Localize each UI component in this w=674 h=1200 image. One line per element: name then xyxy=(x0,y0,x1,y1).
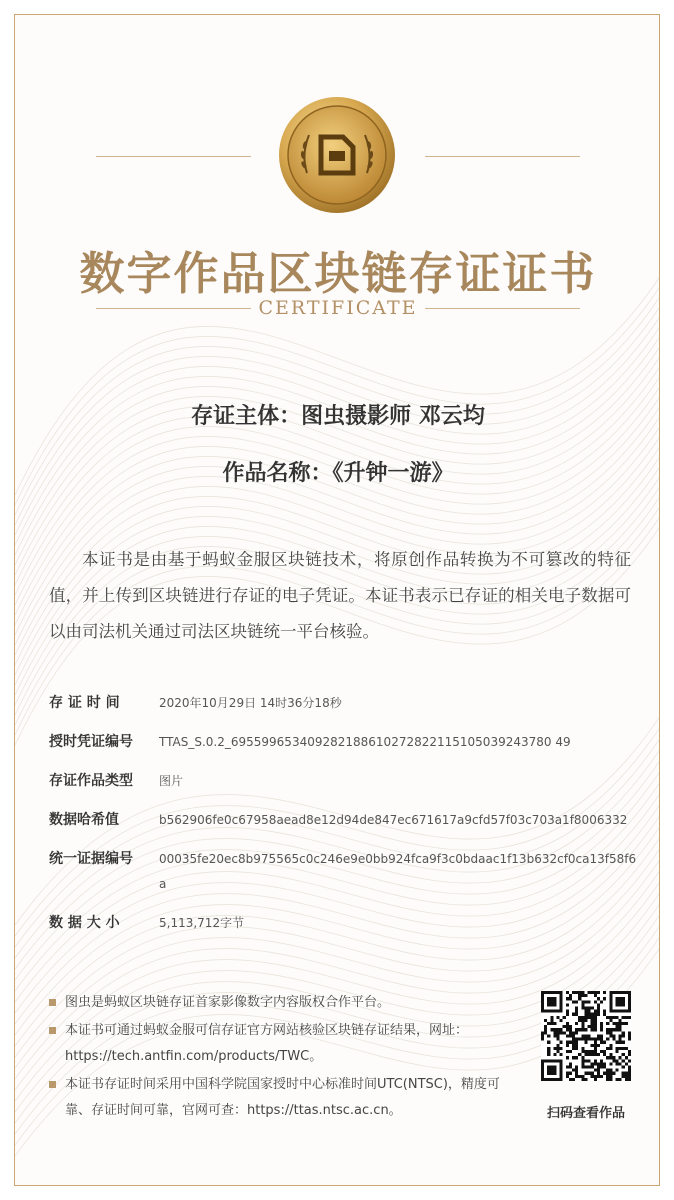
info-row-size xyxy=(49,911,639,936)
footer-notes xyxy=(49,990,509,1126)
gold-medal-logo-icon xyxy=(277,95,397,215)
certificate-description: 本证书是由基于蚂蚁金服区块链技术，将原创作品转换为不可篡改的特征值，并上传到区块链进行存证的电子凭证。本证书表示已存证的相关电子数据可以由司法机关通过司法区块链统一平台核验。 xyxy=(49,550,631,641)
note-text: 图虫是蚂蚁区块链存证首家影像数字内容版权合作平台。 xyxy=(65,995,391,1010)
info-value: 图片 xyxy=(159,774,184,788)
info-value: 2020年10月29日 14时36分18秒 xyxy=(159,696,342,710)
info-label: 授时凭证编号 xyxy=(49,734,133,750)
info-table xyxy=(49,691,639,950)
holder-line: 存证主体：图虫摄影师 邓云均 xyxy=(191,404,485,429)
work-name-line: 作品名称：《升钟一游》 xyxy=(222,461,454,486)
info-value: b562906fe0c67958aead8e12d94de847ec671617a9cfd57f03c703a1f8006332 xyxy=(159,813,628,827)
bullet-square-icon xyxy=(49,1027,56,1034)
bullet-square-icon xyxy=(49,999,56,1006)
note-text: 本证书存证时间采用中国科学院国家授时中心标准时间UTC(NTSC)，精度可靠、存证时间可靠，官网可查：https://ttas.ntsc.ac.cn。 xyxy=(65,1077,500,1118)
info-row-timestamp-id xyxy=(49,730,639,755)
info-label: 数 据 大 小 xyxy=(49,915,120,931)
note-item xyxy=(49,1072,509,1124)
info-row-hash xyxy=(49,808,639,833)
info-row-evidence-id xyxy=(49,847,639,897)
info-label: 统一证据编号 xyxy=(49,851,133,867)
certificate-frame xyxy=(14,14,660,1186)
info-value: 00035fe20ec8b975565c0c246e9e0bb924fca9f3c0bdaac1f13b632cf0ca13f58f6a xyxy=(159,852,637,891)
info-label: 存 证 时 间 xyxy=(49,695,120,711)
note-item xyxy=(49,1018,509,1070)
note-item xyxy=(49,990,509,1016)
info-label: 存证作品类型 xyxy=(49,773,133,789)
info-value: 5,113,712字节 xyxy=(159,916,245,930)
certificate-title: 数字作品区块链存证证书 xyxy=(79,247,597,300)
info-row-type xyxy=(49,769,639,794)
qr-code-icon[interactable] xyxy=(541,991,631,1081)
info-row-time xyxy=(49,691,639,716)
title-rule-top-left xyxy=(96,156,251,157)
info-label: 数据哈希值 xyxy=(49,812,119,828)
title-rule-top-right xyxy=(425,156,580,157)
certificate-subtitle: CERTIFICATE xyxy=(258,297,418,319)
bullet-square-icon xyxy=(49,1081,56,1088)
qr-label: 扫码查看作品 xyxy=(546,1106,625,1121)
info-value: TTAS_S.0.2_695599653409282188610272822115105039243780 49 xyxy=(159,735,571,749)
note-text: 本证书可通过蚂蚁金服可信存证官方网站核验区块链存证结果，网址：https://tech.antfin.com/products/TWC。 xyxy=(65,1023,469,1064)
